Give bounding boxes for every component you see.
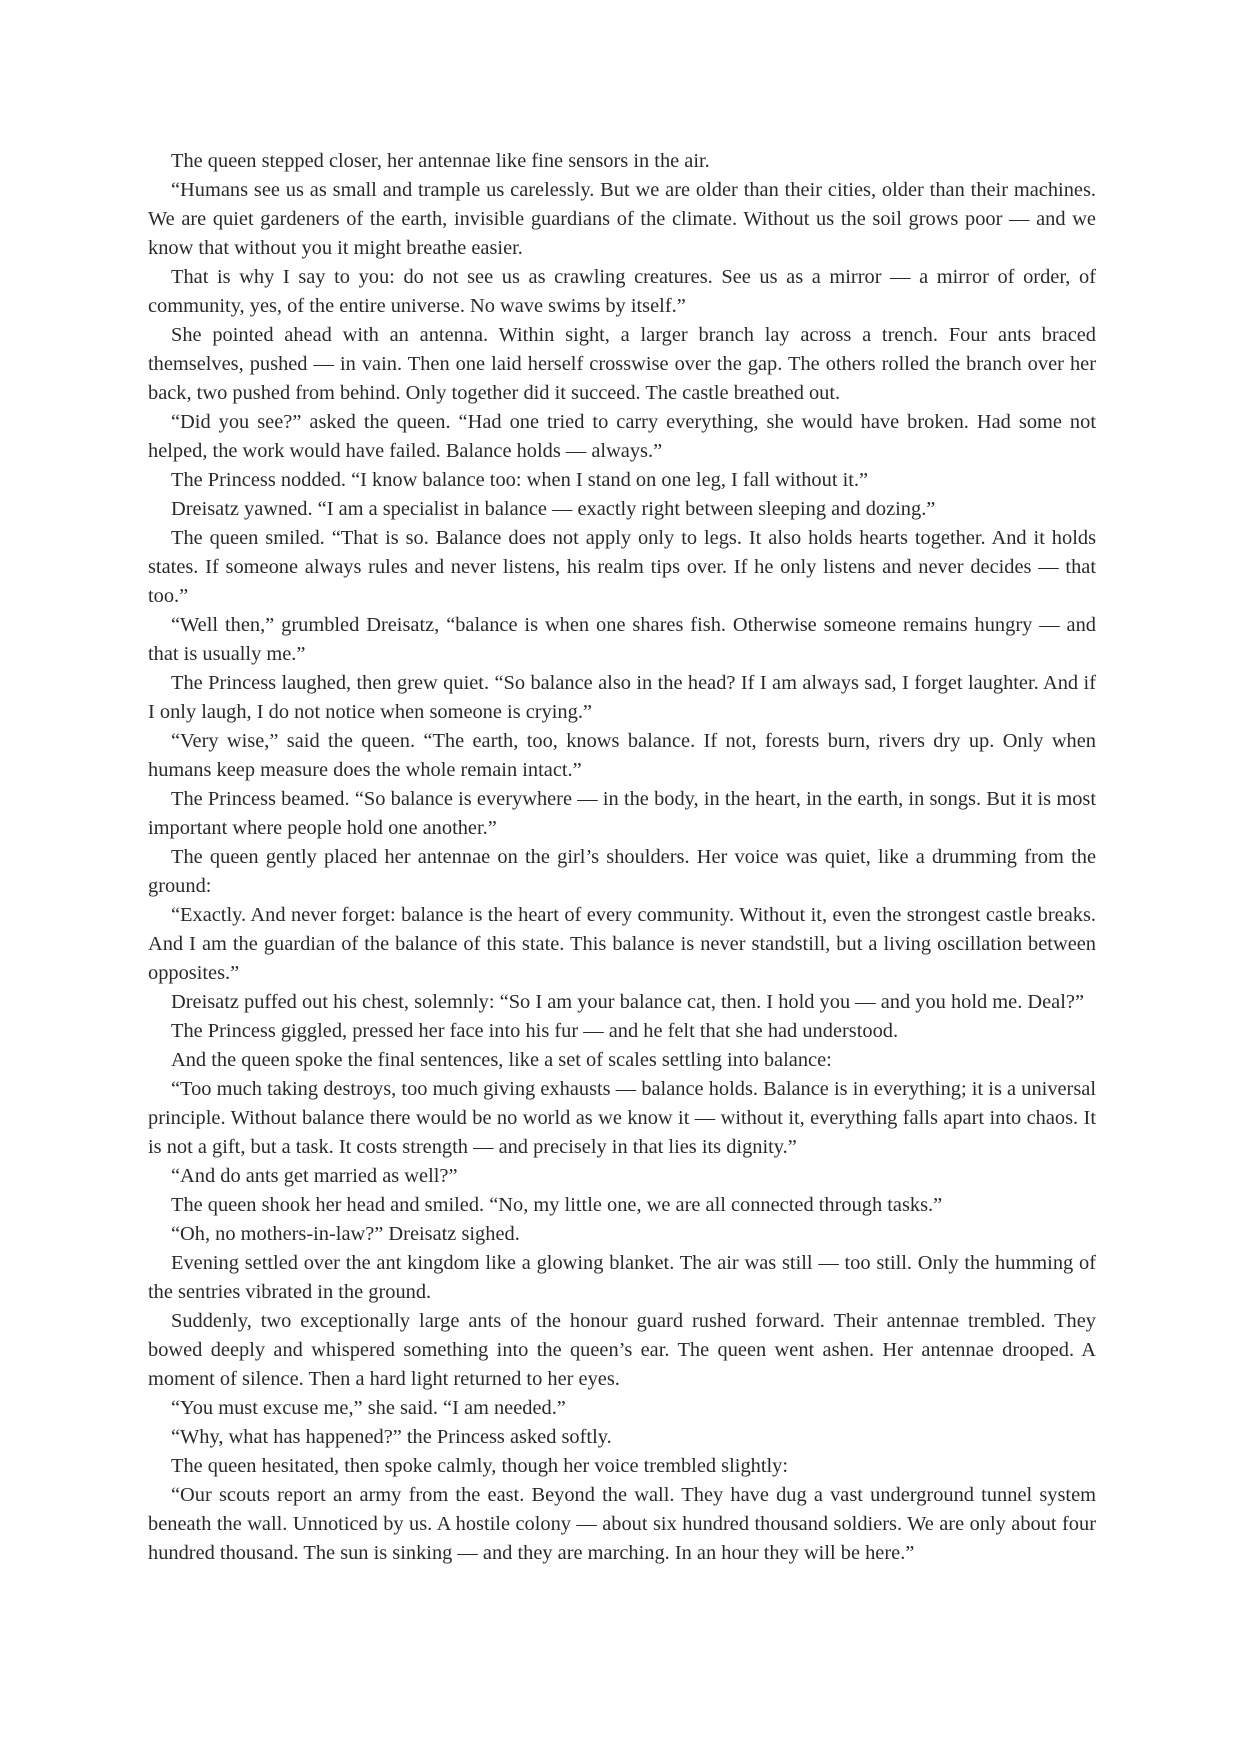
paragraph: The Princess beamed. “So balance is everywhere — in the body, in the heart, in the earth, in songs. But it is most important where people hold one another.” <box>148 788 1096 839</box>
paragraph: Dreisatz yawned. “I am a specialist in balance — exactly right between sleeping and dozing.” <box>171 498 936 520</box>
paragraph: “Exactly. And never forget: balance is the heart of every community. Without it, even the strongest castle breaks. And I am the guardian of the balance of this state. This balance is never standstill, but a living oscillation between opposites.” <box>148 904 1096 984</box>
paragraph: Suddenly, two exceptionally large ants of the honour guard rushed forward. Their antennae trembled. They bowed deeply and whispered something into the queen’s ear. The queen went ashen. Her antennae drooped. A moment of silence. Then a hard light returned to her eyes. <box>148 1310 1096 1390</box>
paragraph: The queen gently placed her antennae on the girl’s shoulders. Her voice was quiet, like a drumming from the ground: <box>148 846 1096 897</box>
paragraph: The queen stepped closer, her antennae like fine sensors in the air. <box>171 150 710 172</box>
paragraph: “Well then,” grumbled Dreisatz, “balance is when one shares fish. Otherwise someone remains hungry — and that is usually me.” <box>148 614 1096 665</box>
paragraph: The Princess laughed, then grew quiet. “So balance also in the head? If I am always sad, I forget laughter. And if I only laugh, I do not notice when someone is crying.” <box>148 672 1096 723</box>
paragraph: That is why I say to you: do not see us as crawling creatures. See us as a mirror — a mirror of order, of community, yes, of the entire universe. No wave swims by itself.” <box>148 266 1096 317</box>
paragraph: “Why, what has happened?” the Princess asked softly. <box>171 1426 612 1448</box>
paragraph: “Our scouts report an army from the east. Beyond the wall. They have dug a vast underground tunnel system beneath the wall. Unnoticed by us. A hostile colony — about six hundred thousand soldiers. We are only about four hundred thousand. The sun is sinking — and they are marching. In an hour they will be here.” <box>148 1484 1096 1564</box>
paragraph: “And do ants get married as well?” <box>171 1165 458 1187</box>
paragraph: “You must excuse me,” she said. “I am needed.” <box>171 1397 566 1419</box>
paragraph: “Oh, no mothers-in-law?” Dreisatz sighed. <box>171 1223 520 1245</box>
paragraph: “Very wise,” said the queen. “The earth, too, knows balance. If not, forests burn, rivers dry up. Only when humans keep measure does the whole remain intact.” <box>148 730 1096 781</box>
paragraph: “Humans see us as small and trample us carelessly. But we are older than their cities, older than their machines. We are quiet gardeners of the earth, invisible guardians of the climate. Without us the soil grows poor — and we know that without you it might breathe easier. <box>148 179 1096 259</box>
paragraph: Evening settled over the ant kingdom like a glowing blanket. The air was still — too still. Only the humming of the sentries vibrated in the ground. <box>148 1252 1096 1303</box>
paragraph: The queen shook her head and smiled. “No, my little one, we are all connected through tasks.” <box>171 1194 943 1216</box>
paragraph: The Princess giggled, pressed her face into his fur — and he felt that she had understood. <box>171 1020 899 1042</box>
paragraph: “Too much taking destroys, too much giving exhausts — balance holds. Balance is in everything; it is a universal principle. Without balance there would be no world as we know it — without it, everything falls apart into chaos. It is not a gift, but a task. It costs strength — and precisely in that lies its dignity.” <box>148 1078 1096 1158</box>
paragraph: Dreisatz puffed out his chest, solemnly: “So I am your balance cat, then. I hold you — and you hold me. Deal?” <box>171 991 1084 1013</box>
paragraph: The Princess nodded. “I know balance too: when I stand on one leg, I fall without it.” <box>171 469 869 491</box>
paragraph: “Did you see?” asked the queen. “Had one tried to carry everything, she would have broken. Had some not helped, the work would have failed. Balance holds — always.” <box>148 411 1096 462</box>
paragraph: She pointed ahead with an antenna. Within sight, a larger branch lay across a trench. Four ants braced themselves, pushed — in vain. Then one laid herself crosswise over the gap. The others rolled the branch over her back, two pushed from behind. Only together did it succeed. The castle breathed out. <box>148 324 1096 404</box>
paragraph: And the queen spoke the final sentences, like a set of scales settling into balance: <box>171 1049 832 1071</box>
paragraph: The queen smiled. “That is so. Balance does not apply only to legs. It also holds hearts together. And it holds states. If someone always rules and never listens, his realm tips over. If he only listens and never decides — that too.” <box>148 527 1096 607</box>
paragraph: The queen hesitated, then spoke calmly, though her voice trembled slightly: <box>171 1455 789 1477</box>
page-body <box>148 147 1096 1568</box>
